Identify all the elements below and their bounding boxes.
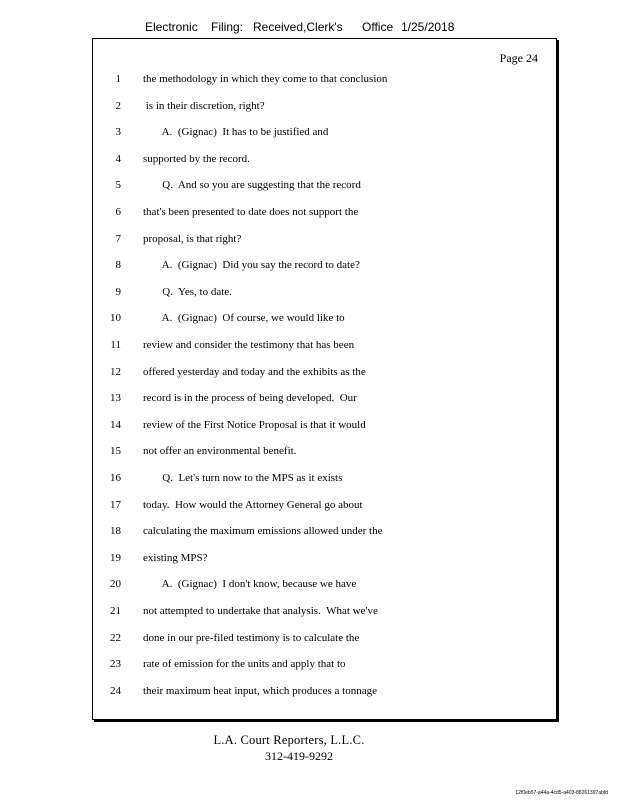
line-text: A. (Gignac) It has to be justified and [143,126,329,139]
line-text: Q. Let's turn now to the MPS as it exists [143,472,343,484]
line-number: 13 [110,392,121,405]
line-number: 17 [110,498,121,511]
line-number: 6 [115,206,121,218]
line-text: rate of emission for the units and apply that to [143,658,346,671]
line-number: 16 [110,472,121,484]
line-text: done in our pre-filed testimony is to calculate the [143,631,360,644]
line-number: 14 [110,418,121,431]
filing-header [145,20,475,36]
line-text: A. (Gignac) I don't know, because we have [143,578,357,591]
footer-company [0,733,618,748]
line-text: Q. Yes, to date. [143,285,232,298]
line-text: their maximum heat input, which produces a tonnage [143,684,377,697]
footer-phone-text: 312-419-9292 [265,749,333,763]
filing-header-received: Received,Clerk's [253,20,343,34]
line-text: the methodology in which they come to that conclusion [143,73,388,85]
line-text: A. (Gignac) Of course, we would like to [143,312,345,325]
filing-header-filing: Filing: [211,20,244,34]
page-number: Page 24 [499,51,538,65]
line-number: 5 [115,179,121,192]
line-number: 15 [110,445,121,458]
line-number: 10 [110,312,121,325]
line-number: 11 [110,339,121,351]
line-number: 21 [110,605,121,617]
line-number: 3 [115,126,121,139]
line-text: today. How would the Attorney General go about [143,498,363,511]
line-number: 24 [110,684,121,697]
line-text: proposal, is that right? [143,232,242,245]
line-text: record is in the process of being developed. Our [143,392,357,405]
line-text: A. (Gignac) Did you say the record to date? [143,259,360,272]
line-text: Q. And so you are suggesting that the record [143,179,361,192]
line-text: existing MPS? [143,551,208,564]
line-text: is in their discretion, right? [143,99,265,112]
filing-header-electronic: Electronic [145,20,198,34]
line-number: 12 [110,365,121,378]
line-number: 4 [115,152,121,165]
line-number: 9 [115,285,121,298]
line-text: not offer an environmental benefit. [143,445,297,458]
footer-phone [0,749,618,764]
footer-company-text: L.A. Court Reporters, L.L.C. [213,733,365,747]
line-number: 22 [110,631,121,644]
filing-header-office: Office [362,20,394,34]
filing-header-date: 1/25/2018 [401,20,455,34]
line-number: 1 [115,73,121,85]
line-number: 18 [110,525,121,538]
line-number: 7 [115,232,121,245]
transcript-page [92,38,557,720]
line-number: 2 [115,99,121,112]
line-text: that's been presented to date does not support the [143,206,359,218]
line-number: 23 [110,658,121,671]
line-text: offered yesterday and today and the exhibits as the [143,365,366,378]
line-number: 19 [110,551,121,564]
line-text: supported by the record. [143,152,250,165]
line-text: review of the First Notice Proposal is that it would [143,418,366,431]
line-text: calculating the maximum emissions allowed under the [143,525,383,538]
line-number: 8 [115,259,121,272]
line-text: review and consider the testimony that has been [143,339,355,351]
line-number: 20 [110,578,121,591]
document-id: 12f0eb57-a44a-4cd5-a403-88261397abfd [515,790,608,796]
line-text: not attempted to undertake that analysis. What we've [143,605,378,617]
